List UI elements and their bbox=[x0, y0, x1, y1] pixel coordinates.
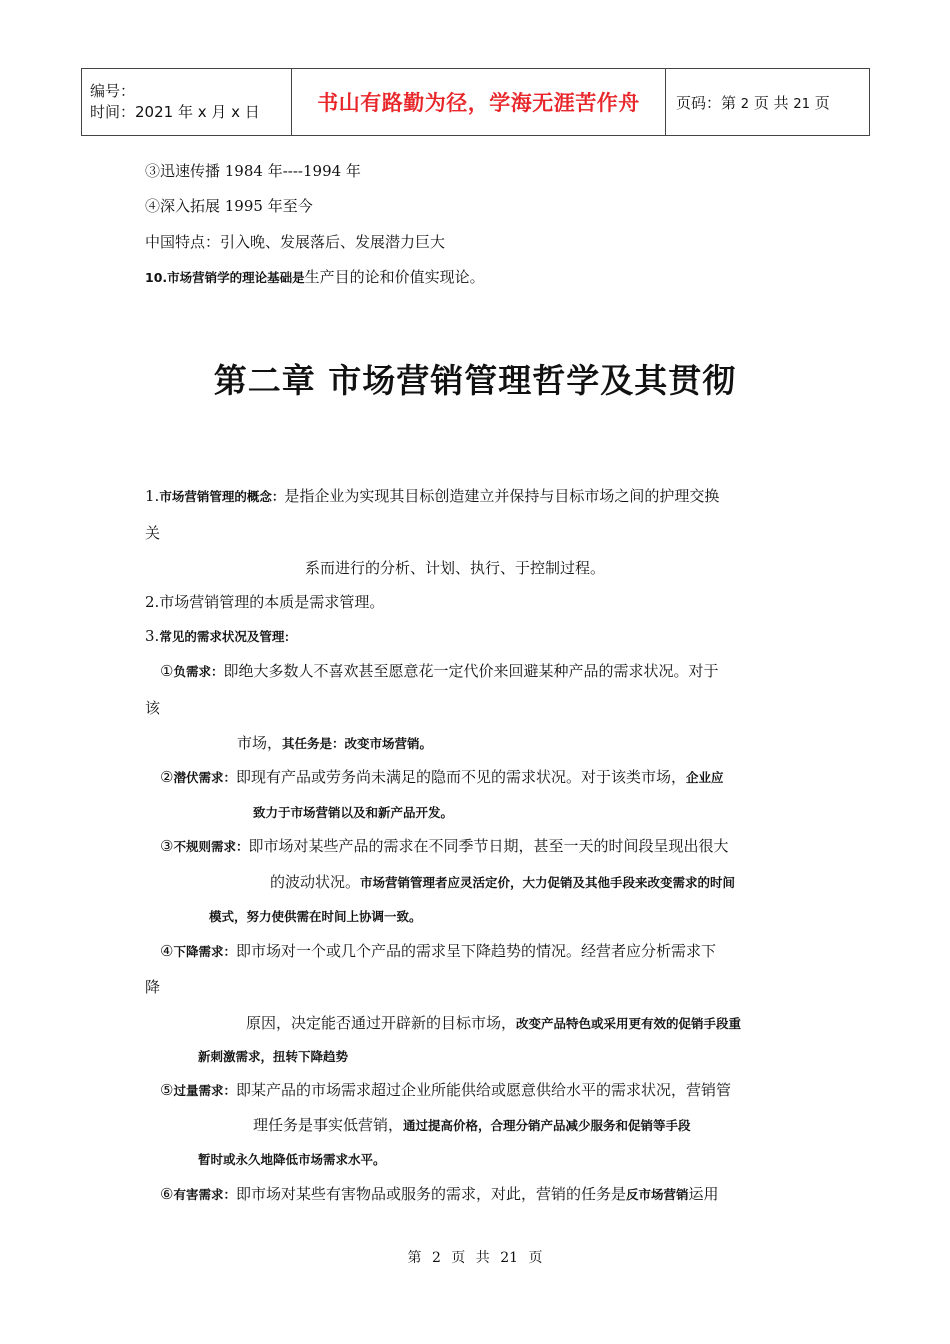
text-line bbox=[237, 733, 432, 754]
page-prefix: 页码：第 bbox=[676, 93, 737, 112]
text-span: 运用 bbox=[688, 1185, 719, 1203]
header-motto: 书山有路勤为径，学海无涯苦作舟 bbox=[292, 69, 666, 136]
text-span: 生产目的论和价值实现论。 bbox=[304, 268, 485, 286]
bold-term: 反市场营销 bbox=[625, 1187, 689, 1202]
bold-term: 新刺激需求，扭转下降趋势 bbox=[198, 1049, 349, 1064]
bold-term: 潜伏需求： bbox=[173, 770, 236, 785]
bold-term: 企业应 bbox=[685, 770, 724, 785]
item-number: 3. bbox=[145, 627, 160, 645]
text-line: 该 bbox=[145, 699, 161, 717]
text-span: 的波动状况。 bbox=[270, 873, 361, 891]
text-span: : bbox=[284, 627, 290, 645]
text-line: 系而进行的分析、计划、执行、于控制过程。 bbox=[305, 559, 606, 577]
bold-term: 通过提高价格，合理分销产品减少服务和促销等手段 bbox=[403, 1118, 691, 1133]
text-line: 关 bbox=[145, 524, 161, 542]
text-line bbox=[145, 626, 289, 647]
text-line bbox=[198, 1046, 348, 1067]
bold-term: 10.市场营销学的理论基础是 bbox=[145, 270, 305, 285]
text-line bbox=[253, 802, 453, 823]
bold-term: 市场营销管理的概念： bbox=[159, 489, 285, 504]
page-mid: 页 共 bbox=[753, 93, 789, 112]
item-number: ⑥ bbox=[160, 1185, 174, 1203]
bold-term: 常见的需求状况及管理 bbox=[159, 629, 285, 644]
text-line bbox=[209, 906, 422, 927]
page-current: 2 bbox=[740, 96, 750, 112]
text-span: 即现有产品或劳务尚未满足的隐而不见的需求状况。对于该类市场， bbox=[235, 768, 686, 786]
item-number: ① bbox=[160, 662, 174, 680]
page-total: 21 bbox=[793, 96, 810, 112]
text-line: ④深入拓展 1995 年至今 bbox=[145, 197, 313, 215]
bold-term: 市场营销管理者应灵活定价，大力促销及其他手段来改变需求的时间 bbox=[360, 875, 736, 890]
bold-term: 模式，努力使供需在时间上协调一致。 bbox=[209, 909, 422, 924]
date-label: 时间：2021 年 x 月 x 日 bbox=[90, 103, 260, 121]
text-line bbox=[145, 267, 485, 288]
item-number: ④ bbox=[160, 942, 174, 960]
text-line bbox=[160, 1184, 719, 1205]
text-span: 是指企业为实现其目标创造建立并保持与目标市场之间的护理交换 bbox=[284, 487, 720, 505]
bold-term: 其任务是：改变市场营销。 bbox=[282, 736, 433, 751]
bold-term: 过量需求： bbox=[173, 1083, 236, 1098]
bold-term: 下降需求： bbox=[173, 944, 236, 959]
text-span: 即绝大多数人不喜欢甚至愿意花一定代价来回避某种产品的需求状况。对于 bbox=[223, 662, 719, 680]
header-page-cell bbox=[666, 69, 870, 136]
text-span: 理任务是事实低营销， bbox=[253, 1116, 404, 1134]
text-line bbox=[160, 767, 724, 788]
text-line bbox=[270, 872, 735, 893]
page-footer: 第 2 页 共 21 页 bbox=[407, 1250, 543, 1266]
header-table bbox=[81, 68, 870, 136]
bold-term: 改变产品特色或采用更有效的促销手段重 bbox=[516, 1016, 742, 1031]
item-number: ② bbox=[160, 768, 174, 786]
text-span: 即市场对某些有害物品或服务的需求，对此，营销的任务是 bbox=[235, 1185, 626, 1203]
item-number: ⑤ bbox=[160, 1081, 174, 1099]
bold-term: 致力于市场营销以及和新产品开发。 bbox=[253, 805, 454, 820]
text-line bbox=[160, 941, 716, 962]
page-suffix: 页 bbox=[814, 93, 830, 112]
text-line: 中国特点：引入晚、发展落后、发展潜力巨大 bbox=[145, 233, 446, 251]
chapter-title: 第二章 市场营销管理哲学及其贯彻 bbox=[213, 361, 737, 400]
bold-term: 有害需求： bbox=[173, 1187, 236, 1202]
text-line bbox=[160, 1080, 731, 1101]
text-span: 原因，决定能否通过开辟新的目标市场， bbox=[246, 1014, 517, 1032]
item-number: 1. bbox=[145, 487, 160, 505]
header-info-cell bbox=[82, 69, 292, 136]
text-line: 2.市场营销管理的本质是需求管理。 bbox=[145, 593, 385, 611]
text-line bbox=[145, 486, 719, 507]
text-span: 市场， bbox=[237, 734, 283, 752]
text-span: 即某产品的市场需求超过企业所能供给或愿意供给水平的需求状况，营销管 bbox=[235, 1081, 731, 1099]
item-number: ③ bbox=[160, 837, 174, 855]
bold-term: 不规则需求： bbox=[173, 839, 249, 854]
text-line bbox=[198, 1149, 386, 1170]
text-span: 即市场对某些产品的需求在不同季节日期，甚至一天的时间段呈现出很大 bbox=[248, 837, 729, 855]
bold-term: 暂时或永久地降低市场需求水平。 bbox=[198, 1152, 386, 1167]
text-span: 即市场对一个或几个产品的需求呈下降趋势的情况。经营者应分析需求下 bbox=[235, 942, 716, 960]
text-line bbox=[160, 661, 718, 682]
text-line bbox=[246, 1013, 741, 1034]
text-line bbox=[160, 836, 728, 857]
text-line: ③迅速传播 1984 年----1994 年 bbox=[145, 162, 361, 180]
bold-term: 负需求： bbox=[173, 664, 224, 679]
number-label: 编号： bbox=[90, 82, 136, 100]
text-line: 降 bbox=[145, 978, 161, 996]
text-line bbox=[253, 1115, 691, 1136]
